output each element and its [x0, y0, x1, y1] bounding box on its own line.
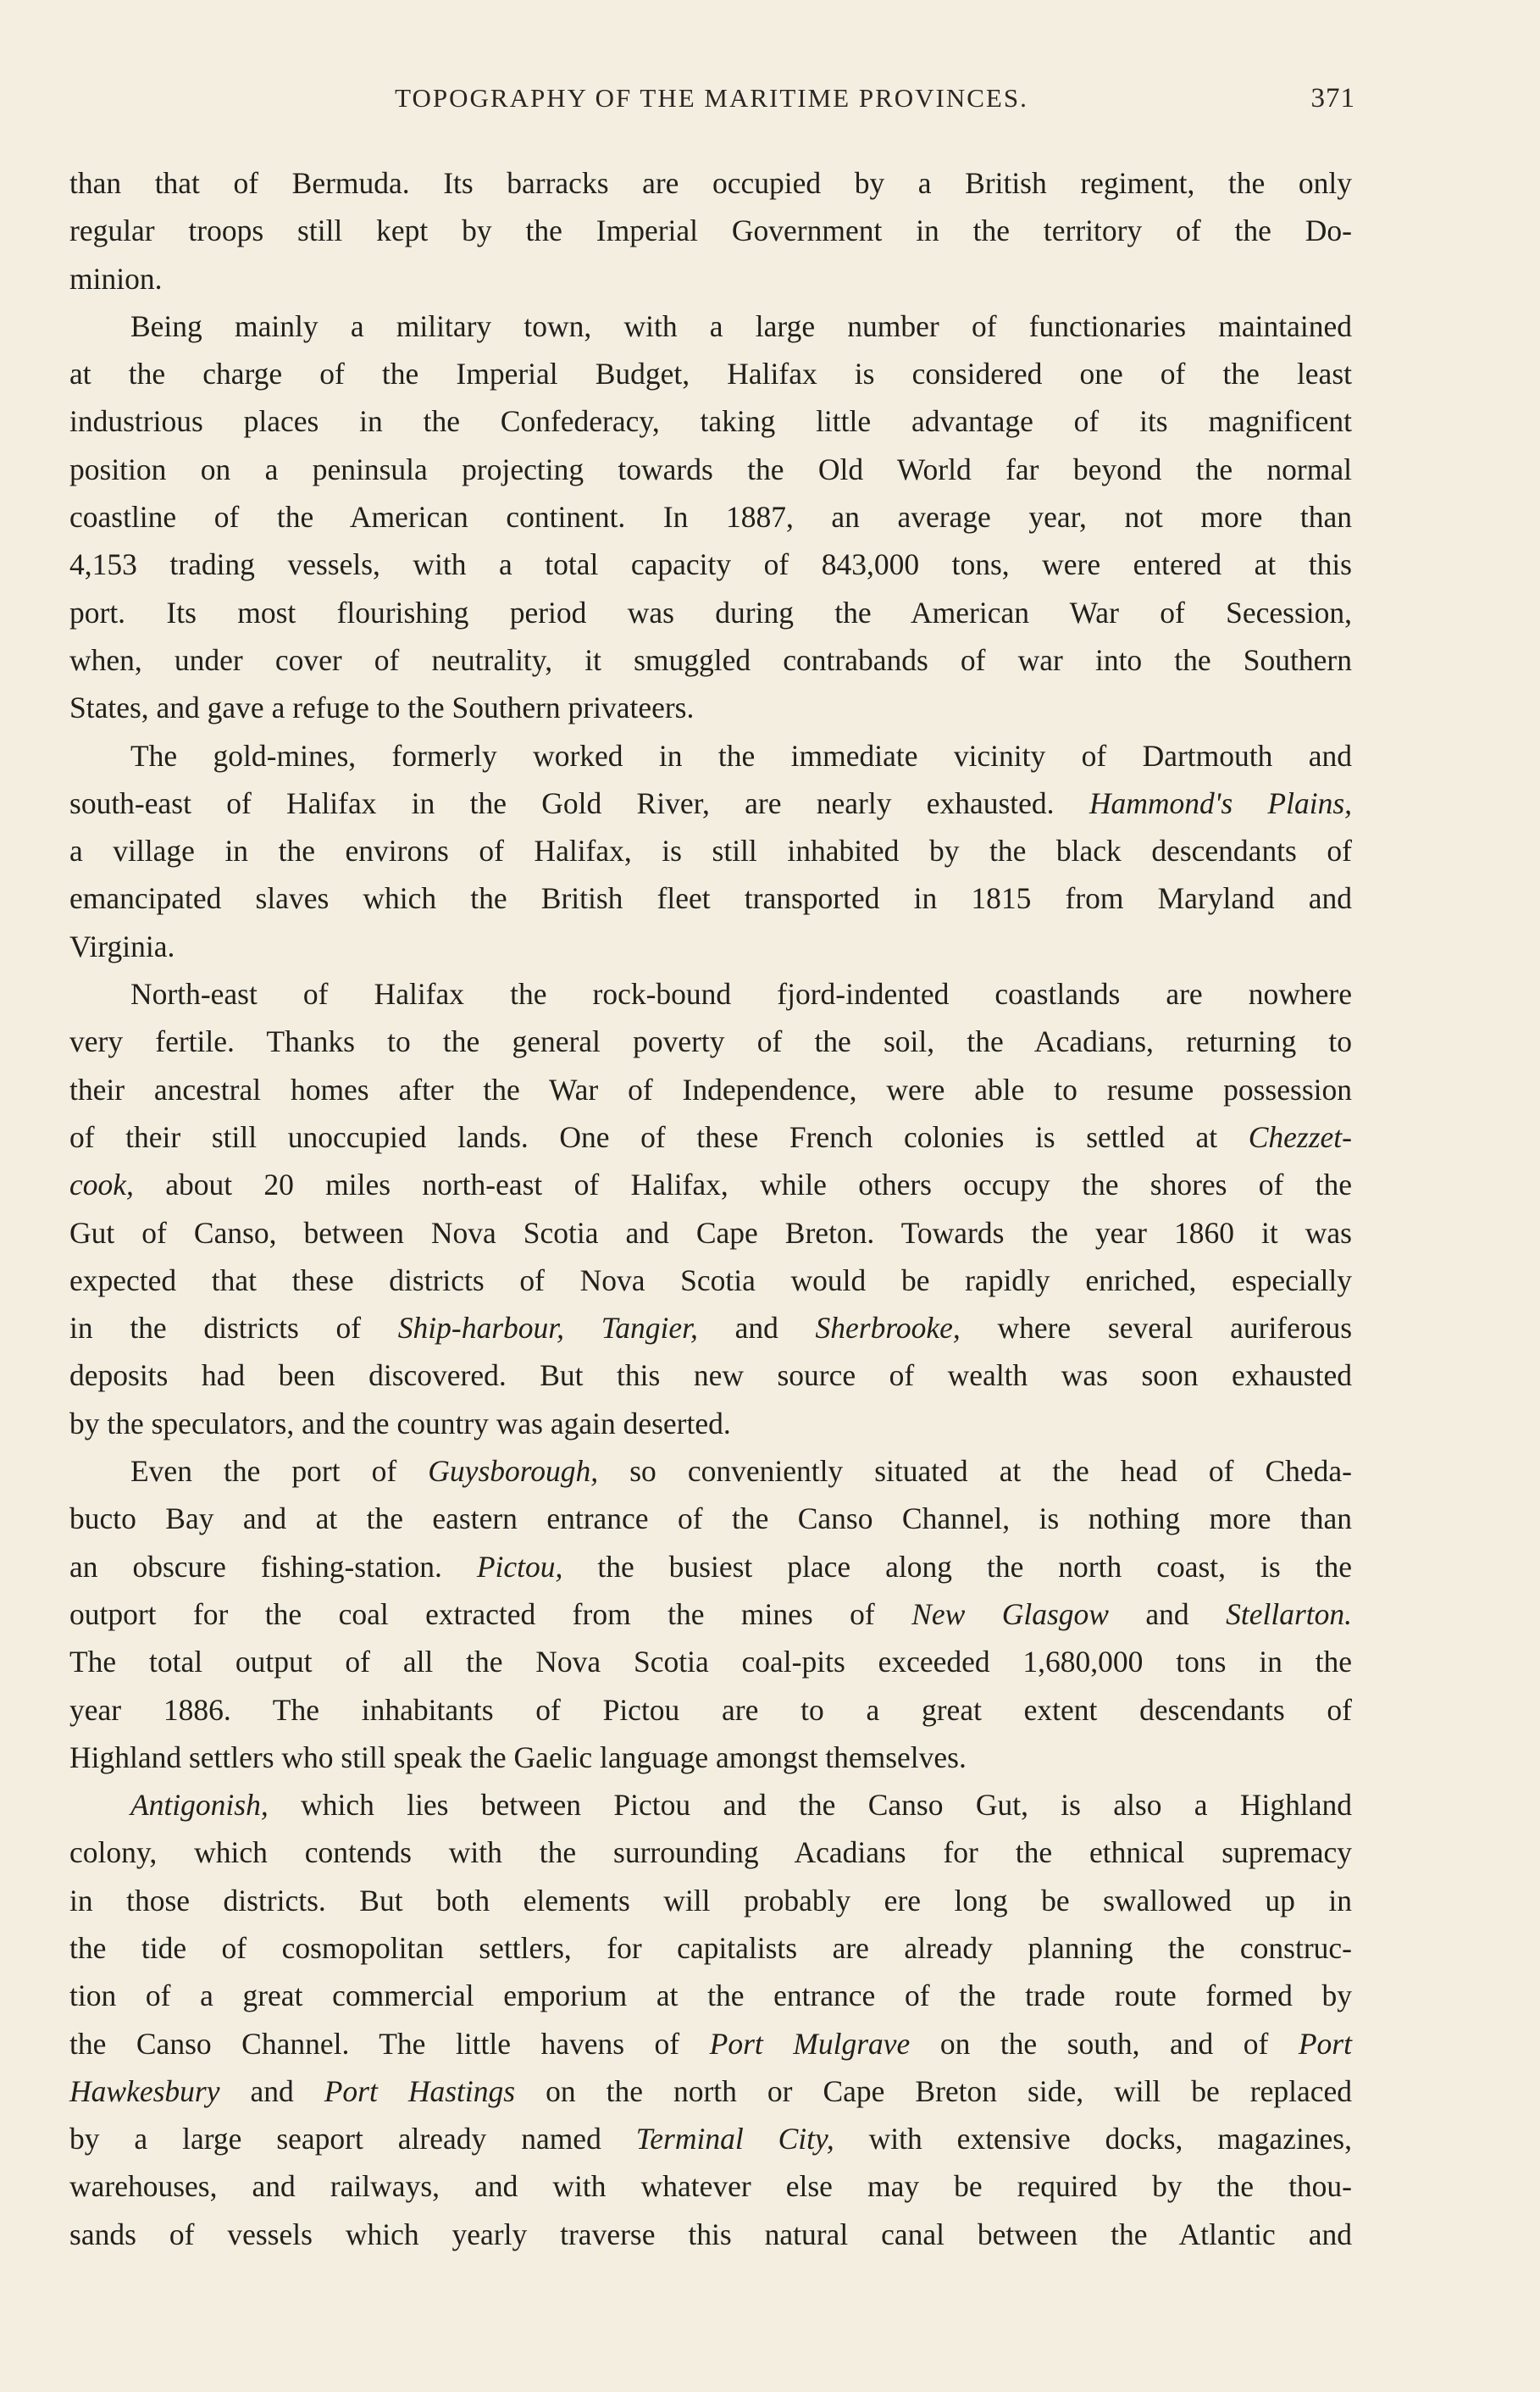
place-name: Port: [1298, 2026, 1352, 2061]
text-line: when, under cover of neutrality, it smuggled contrabands of war into the Southern: [69, 642, 1352, 677]
paragraph: [69, 159, 1352, 302]
text-line: States, and gave a refuge to the Southern privateers.: [69, 691, 695, 725]
text-line: very fertile. Thanks to the general poverty of the soil, the Acadians, returning to: [69, 1024, 1352, 1059]
paragraph: [69, 732, 1352, 970]
text-line: Highland settlers who still speak the Gaelic language amongst themselves.: [69, 1740, 967, 1774]
paragraph: [69, 1781, 1352, 2258]
text-line: Gut of Canso, between Nova Scotia and Cape Breton. Towards the year 1860 it was: [69, 1215, 1352, 1250]
text-line: colony, which contends with the surrounding Acadians for the ethnical supremacy: [69, 1835, 1352, 1870]
place-name: Tangier,: [601, 1311, 698, 1346]
running-head: TOPOGRAPHY OF THE MARITIME PROVINCES.: [395, 83, 1028, 113]
text-line: south-east of Halifax in the Gold River, are nearly exhausted. Hammond's Plains,: [69, 785, 1353, 820]
place-name: Terminal City,: [635, 2122, 834, 2156]
text-line: coastline of the American continent. In 1887, an average year, not more than: [69, 500, 1352, 535]
text-line: Hawkesbury and Port Hastings on the north or Cape Breton side, will be replaced: [69, 2073, 1353, 2108]
place-name: Stellarton.: [1226, 1596, 1353, 1631]
place-name: Hammond's Plains,: [1089, 785, 1353, 820]
text-line: the tide of cosmopolitan settlers, for capitalists are already planning the construc-: [69, 1930, 1352, 1965]
place-name: Port Hastings: [324, 2073, 516, 2108]
text-line: Being mainly a military town, with a large number of functionaries maintained: [130, 308, 1352, 343]
place-name: Port Mulgrave: [709, 2026, 911, 2061]
text-line: The gold-mines, formerly worked in the immediate vicinity of Dartmouth and: [130, 738, 1352, 773]
text-line: cook, about 20 miles north-east of Halifax, while others occupy the shores of the: [69, 1168, 1352, 1202]
text-line: of their still unoccupied lands. One of these French colonies is settled at Chezzet-: [69, 1119, 1352, 1154]
place-name: Sherbrooke,: [815, 1311, 961, 1346]
text-line: regular troops still kept by the Imperial Government in the territory of the Do-: [69, 214, 1352, 248]
text-line: in those districts. But both elements will probably ere long be swallowed up in: [69, 1883, 1352, 1917]
place-name: Ship-harbour,: [397, 1311, 565, 1346]
text-line: minion.: [69, 261, 163, 296]
text-line: the Canso Channel. The little havens of Port Mulgrave on the south, and of Port: [69, 2026, 1352, 2061]
text-line: outport for the coal extracted from the mines of New Glasgow and Stellarton.: [69, 1596, 1353, 1631]
text-line: year 1886. The inhabitants of Pictou are to a great extent descendants of: [69, 1692, 1352, 1727]
text-line: Even the port of Guysborough, so conveniently situated at the head of Cheda-: [130, 1454, 1353, 1489]
text-line: 4,153 trading vessels, with a total capacity of 843,000 tons, were entered at this: [69, 547, 1352, 582]
text-line: warehouses, and railways, and with whatever else may be required by the thou-: [69, 2169, 1352, 2204]
page-header: [68, 78, 1355, 129]
paragraph: [69, 302, 1352, 732]
text-line: The total output of all the Nova Scotia coal-pits exceeded 1,680,000 tons in the: [69, 1645, 1352, 1679]
body-text: [69, 159, 1352, 2258]
text-line: their ancestral homes after the War of Independence, were able to resume possession: [69, 1072, 1352, 1107]
text-line: than that of Bermuda. Its barracks are occupied by a British regiment, the only: [69, 166, 1352, 200]
text-line: deposits had been discovered. But this new source of wealth was soon exhausted: [69, 1358, 1352, 1393]
place-name: New Glasgow: [911, 1596, 1109, 1631]
text-line: by the speculators, and the country was again deserted.: [69, 1406, 731, 1440]
place-name: Guysborough,: [428, 1454, 599, 1489]
text-line: in the districts of Ship-harbour, Tangier, and Sherbrooke, where several auriferous: [69, 1311, 1353, 1346]
paragraph: [69, 970, 1352, 1447]
text-line: North-east of Halifax the rock-bound fjord-indented coastlands are nowhere: [130, 977, 1352, 1012]
text-line: bucto Bay and at the eastern entrance of the Canso Channel, is nothing more than: [69, 1501, 1352, 1536]
place-name: Pictou,: [476, 1549, 563, 1584]
text-line: position on a peninsula projecting towards the Old World far beyond the normal: [69, 452, 1352, 486]
text-line: a village in the environs of Halifax, is still inhabited by the black descendants of: [69, 834, 1352, 869]
text-line: industrious places in the Confederacy, taking little advantage of its magnificent: [69, 404, 1352, 439]
text-line: expected that these districts of Nova Scotia would be rapidly enriched, especially: [69, 1263, 1352, 1297]
page-number: 371: [1310, 83, 1355, 114]
text-line: tion of a great commercial emporium at the entrance of the trade route formed by: [69, 1979, 1352, 2013]
text-line: Antigonish, which lies between Pictou and the Canso Gut, is also a Highland: [130, 1788, 1353, 1823]
place-name: cook,: [69, 1168, 134, 1202]
place-name: Chezzet-: [1248, 1119, 1352, 1154]
text-line: emancipated slaves which the British fleet transported in 1815 from Maryland and: [69, 881, 1352, 916]
text-line: port. Its most flourishing period was during the American War of Secession,: [69, 595, 1352, 630]
text-line: by a large seaport already named Terminal City, with extensive docks, magazines,: [69, 2122, 1352, 2156]
place-name: Hawkesbury: [69, 2073, 220, 2108]
text-line: sands of vessels which yearly traverse this natural canal between the Atlantic and: [69, 2217, 1352, 2251]
text-line: an obscure fishing-station. Pictou, the busiest place along the north coast, is the: [69, 1549, 1353, 1584]
place-name: Antigonish,: [130, 1788, 269, 1823]
text-line: Virginia.: [69, 929, 175, 963]
paragraph: [69, 1447, 1352, 1781]
text-line: at the charge of the Imperial Budget, Halifax is considered one of the least: [69, 357, 1352, 391]
